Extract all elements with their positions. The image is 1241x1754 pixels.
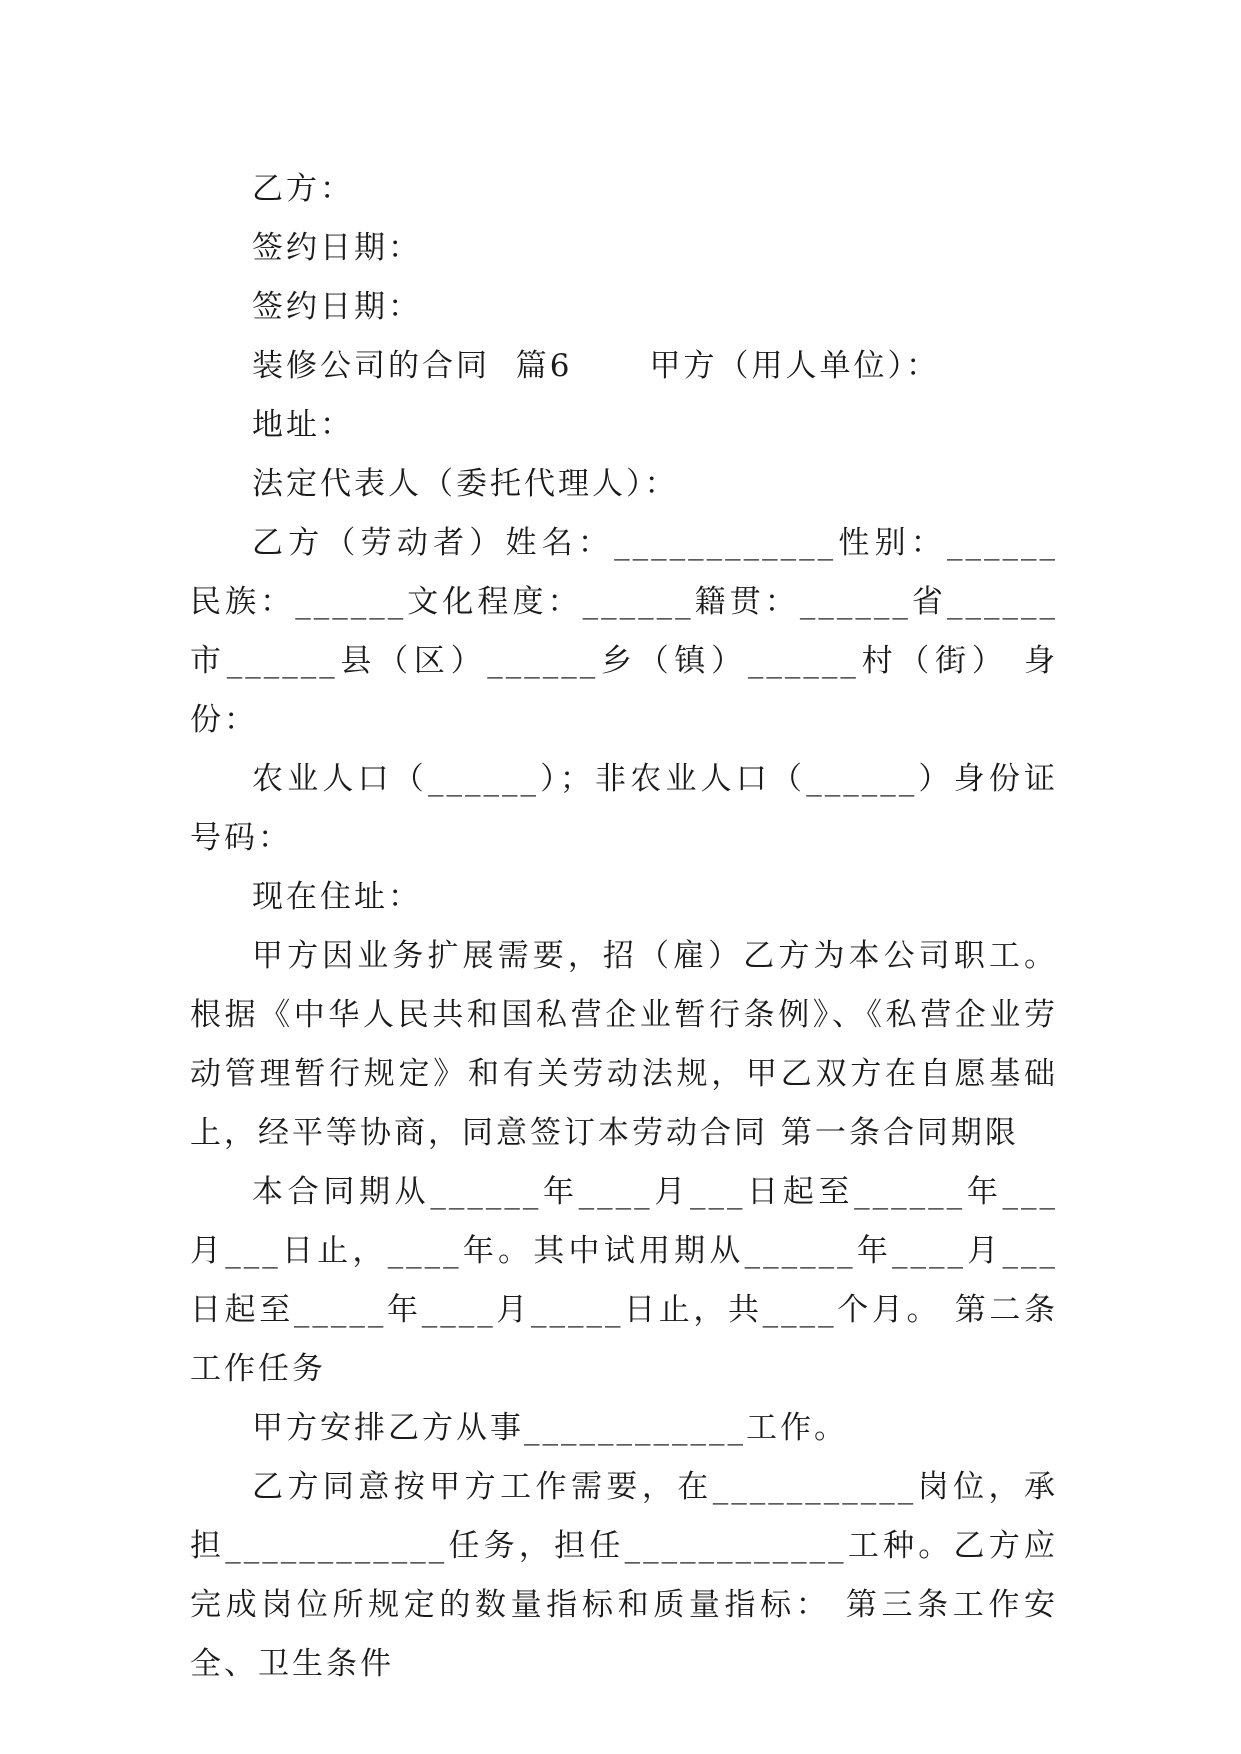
work-assignment-paragraph: 甲方安排乙方从事____________工作。: [252, 1410, 848, 1446]
contract-heading: 装修公司的合同 篇6 甲方（用人单位）：: [252, 348, 941, 384]
address-label: 地址：: [252, 407, 354, 443]
document-page: [190, 160, 1058, 1694]
party-b-label: 乙方：: [252, 171, 354, 207]
signing-date-label: 签约日期：: [252, 230, 422, 266]
preamble-paragraph: 甲方因业务扩展需要，招（雇）乙方为本公司职工。根据《中华人民共和国私营企业暂行条例》、《私营企业劳动管理暂行规定》和有关劳动法规，甲乙双方在自愿基础上，经平等协商，同意签订本劳动合同 第一条合同期限: [190, 938, 1058, 1151]
household-type-paragraph: 农业人口（______）；非农业人口（______）身份证号码：: [190, 761, 1058, 856]
legal-representative-label: 法定代表人（委托代理人）：: [252, 466, 679, 502]
job-duties-paragraph: 乙方同意按甲方工作需要，在___________岗位，承担____________任务，担任____________工种。乙方应完成岗位所规定的数量指标和质量指标： 第三条工作安全、卫生条件: [190, 1469, 1058, 1682]
signing-date-label: 签约日期：: [252, 289, 422, 325]
current-address-label: 现在住址：: [252, 879, 422, 915]
worker-info-paragraph: 乙方（劳动者）姓名：____________性别：______民族：______文化程度：______籍贯：______省______市______县（区）______乡（镇）______村（街） 身份：: [190, 525, 1058, 738]
contract-term-paragraph: 本合同期从______年____月___日起至______年___月___日止，____年。其中试用期从______年____月___日起至_____年____月_____日止，共____个月。 第二条工作任务: [190, 1174, 1058, 1387]
